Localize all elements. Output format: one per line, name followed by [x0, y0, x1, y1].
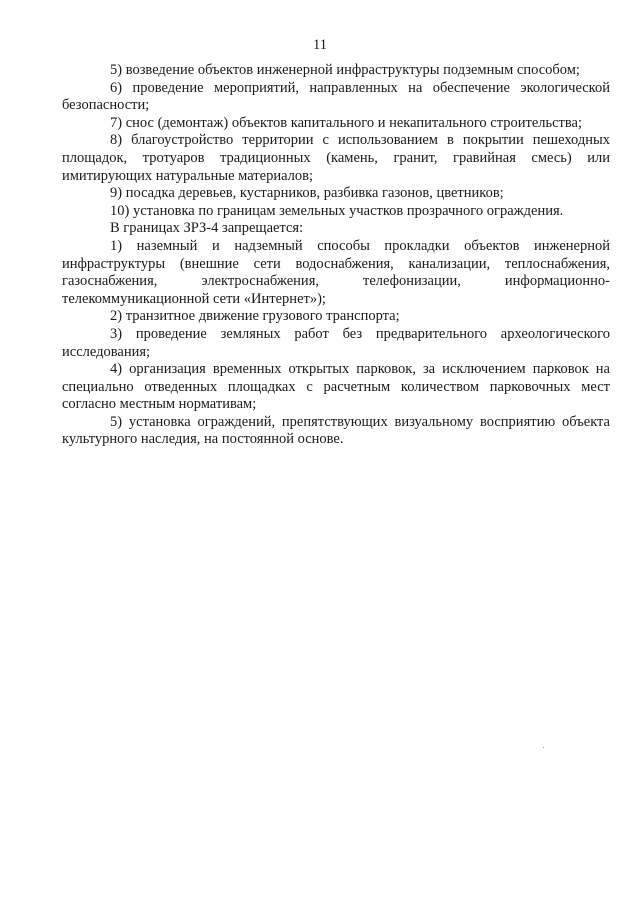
list-item-permitted-7: 7) снос (демонтаж) объектов капитального и некапитального строительства; — [110, 114, 583, 131]
list-item-prohibited-4: 4) организация временных открытых парковок, за исключением парковок на специально отведенных площадках с расчетным количеством парковочных мест согласно местным нормативам; — [62, 361, 610, 413]
list-item-prohibited-1: 1) наземный и надземный способы прокладки объектов инженерной инфраструктуры (внешние сети водоснабжения, канализации, теплоснабжения, газоснабжения, электроснабжения, телефонизации, информационно-телекоммуникационной сети «Интернет»); — [62, 237, 610, 307]
list-item-prohibited-5: 5) установка ограждений, препятствующих визуальному восприятию объекта культурного наследия, на постоянной основе. — [62, 413, 610, 448]
list-item-prohibited-3: 3) проведение земляных работ без предварительного археологического исследования; — [62, 325, 610, 360]
list-item-permitted-6: 6) проведение мероприятий, направленных на обеспечение экологической безопасности; — [62, 79, 610, 114]
list-item-permitted-10: 10) установка по границам земельных участков прозрачного ограждения. — [110, 202, 564, 219]
page-number: 11 — [313, 37, 327, 53]
list-item-permitted-8: 8) благоустройство территории с использованием в покрытии пешеходных площадок, тротуаров традиционных (камень, гранит, гравийная смесь) или имитирующих натуральные материалов; — [62, 132, 610, 184]
section-heading-zrz4-prohibited: В границах ЗРЗ-4 запрещается: — [110, 220, 304, 237]
list-item-prohibited-2: 2) транзитное движение грузового транспорта; — [110, 308, 400, 325]
list-item-permitted-9: 9) посадка деревьев, кустарников, разбивка газонов, цветников; — [110, 185, 504, 202]
scan-speck — [543, 747, 544, 748]
list-item-permitted-5: 5) возведение объектов инженерной инфраструктуры подземным способом; — [110, 62, 580, 78]
document-body — [62, 62, 610, 449]
